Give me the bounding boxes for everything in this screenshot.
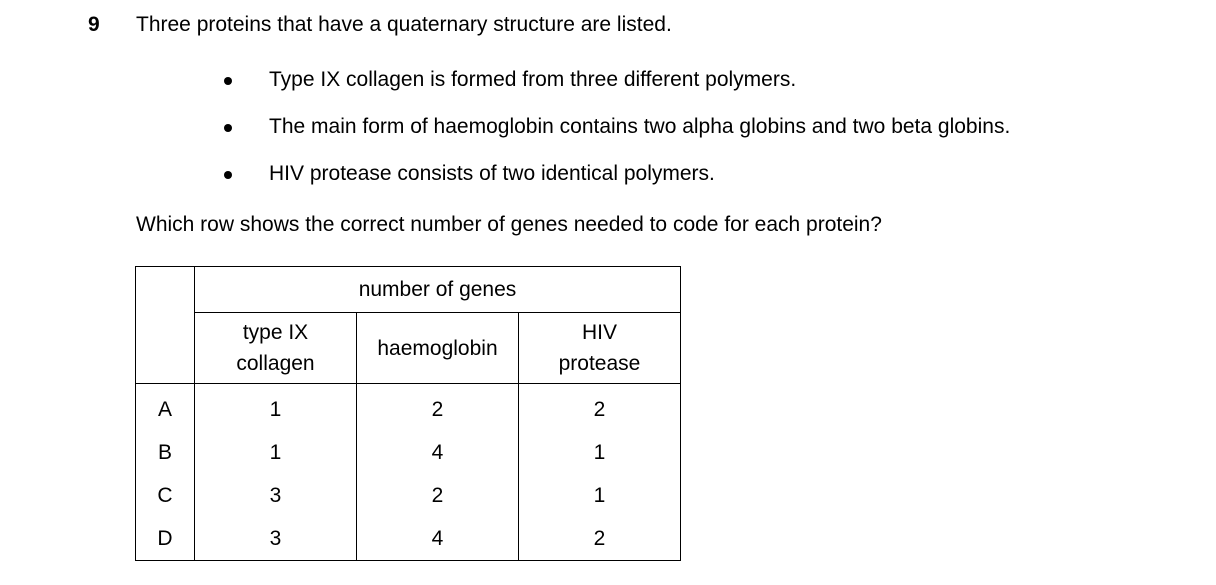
table-row	[136, 474, 681, 517]
table-header-row	[136, 267, 681, 313]
list-item-text: HIV protease consists of two identical polymers.	[269, 162, 715, 185]
question-prompt: Which row shows the correct number of genes needed to code for each protein?	[136, 213, 882, 236]
collagen-value: 3	[195, 474, 357, 517]
haemoglobin-value: 4	[357, 517, 519, 561]
haemoglobin-value: 2	[357, 474, 519, 517]
collagen-value: 1	[195, 431, 357, 474]
blank-corner-cell	[136, 313, 195, 384]
question-stem: Three proteins that have a quaternary structure are listed.	[136, 13, 672, 36]
table-column-header-row	[136, 313, 681, 384]
collagen-value: 1	[195, 384, 357, 432]
table-row	[136, 517, 681, 561]
option-letter: A	[136, 384, 195, 432]
option-letter: C	[136, 474, 195, 517]
bullet-icon	[224, 77, 232, 85]
hiv-protease-value: 1	[519, 474, 681, 517]
hiv-protease-value: 2	[519, 384, 681, 432]
haemoglobin-value: 2	[357, 384, 519, 432]
list-item-text: The main form of haemoglobin contains two alpha globins and two beta globins.	[269, 115, 1011, 138]
column-header-collagen: type IX collagen	[195, 313, 357, 384]
bullet-icon	[224, 171, 232, 179]
blank-corner-cell	[136, 267, 195, 313]
option-letter: B	[136, 431, 195, 474]
table-row	[136, 384, 681, 432]
haemoglobin-value: 4	[357, 431, 519, 474]
collagen-value: 3	[195, 517, 357, 561]
answer-table	[135, 266, 681, 561]
option-letter: D	[136, 517, 195, 561]
column-header-hiv-protease: HIV protease	[519, 313, 681, 384]
bullet-icon	[224, 124, 232, 132]
column-header-haemoglobin: haemoglobin	[357, 313, 519, 384]
hiv-protease-value: 2	[519, 517, 681, 561]
table-row	[136, 431, 681, 474]
hiv-protease-value: 1	[519, 431, 681, 474]
question-number: 9	[88, 13, 100, 36]
list-item-text: Type IX collagen is formed from three different polymers.	[269, 68, 797, 91]
group-header: number of genes	[195, 267, 681, 313]
